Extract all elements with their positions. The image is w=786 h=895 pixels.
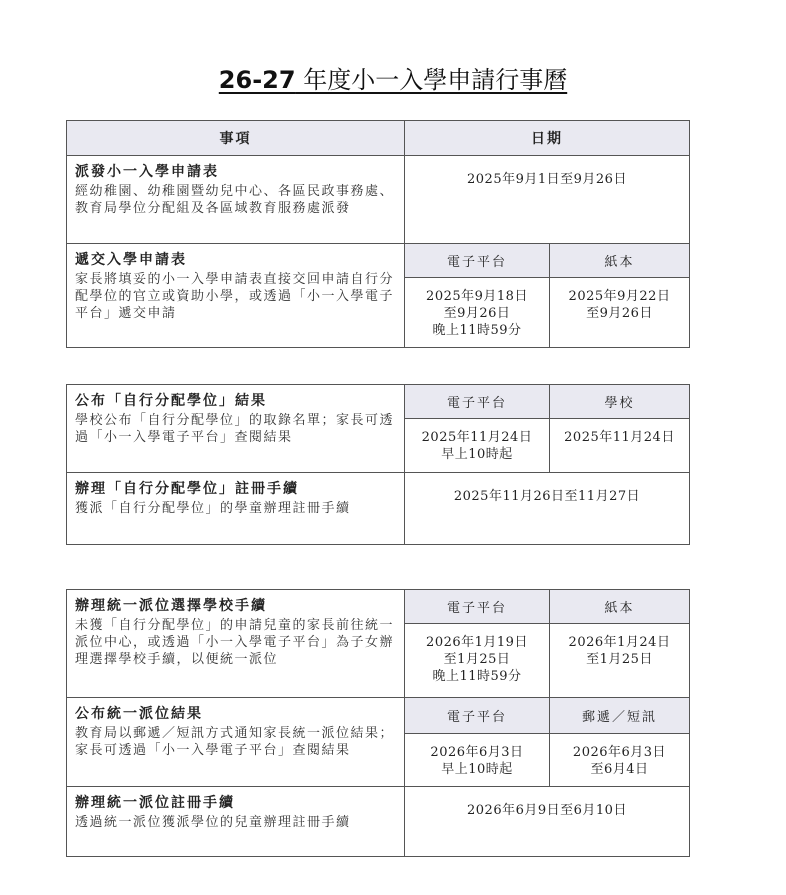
date-line: 晚上11時59分 <box>432 323 522 338</box>
item-cell <box>67 698 405 787</box>
date-cell-school <box>550 419 690 473</box>
item-title: 公布統一派位結果 <box>75 706 203 722</box>
item-title: 辦理統一派位註冊手續 <box>75 795 235 811</box>
date-line: 2025年9月18日 <box>426 289 528 304</box>
item-desc: 透過統一派位獲派學位的兒童辦理註冊手續 <box>75 815 351 830</box>
subheader-electronic: 電子平台 <box>405 385 550 419</box>
date-line: 至1月25日 <box>586 652 653 667</box>
item-title: 辦理統一派位選擇學校手續 <box>75 598 267 614</box>
title-text: 年度小一入學申請行事曆 <box>295 66 568 94</box>
subheader-electronic: 電子平台 <box>405 698 550 734</box>
item-cell <box>67 590 405 698</box>
date-line: 早上10時起 <box>441 447 513 462</box>
date-line: 2025年9月22日 <box>568 289 671 304</box>
date-line: 2026年1月24日 <box>568 635 671 650</box>
date-cell-electronic <box>405 419 550 473</box>
date-cell-electronic <box>405 734 550 787</box>
item-title: 公布「自行分配學位」結果 <box>75 393 267 409</box>
date-cell: 2025年11月26日至11月27日 <box>405 473 690 545</box>
date-cell-paper <box>550 624 690 698</box>
header-item: 事項 <box>67 121 405 156</box>
date-line: 2026年6月3日 <box>430 745 524 760</box>
date-line: 2026年6月3日 <box>572 745 667 760</box>
date-line: 2026年1月19日 <box>426 635 528 650</box>
subheader-paper: 紙本 <box>550 590 690 624</box>
item-cell <box>67 244 405 348</box>
item-desc: 家長將填妥的小一入學申請表直接交回申請自行分配學位的官立或資助小學，或透過「小一入學電子平台」遞交申請 <box>75 272 395 321</box>
date-line: 至1月25日 <box>443 652 511 667</box>
item-desc: 教育局以郵遞／短訊方式通知家長統一派位結果；家長可透過「小一入學電子平台」查閱結果 <box>75 726 395 758</box>
item-desc: 經幼稚園、幼稚園暨幼兒中心、各區民政事務處、教育局學位分配組及各區域教育服務處派發 <box>75 184 395 216</box>
page-title <box>0 64 786 96</box>
item-cell <box>67 787 405 857</box>
date-cell-paper <box>550 278 690 348</box>
subheader-mail-sms: 郵遞／短訊 <box>550 698 690 734</box>
item-cell <box>67 473 405 545</box>
date-cell-electronic <box>405 624 550 698</box>
item-title: 遞交入學申請表 <box>75 252 187 268</box>
date-line: 至6月4日 <box>590 762 649 777</box>
header-date: 日期 <box>405 121 690 156</box>
item-cell <box>67 385 405 473</box>
date-line: 至9月26日 <box>586 306 653 321</box>
item-title: 派發小一入學申請表 <box>75 164 219 180</box>
date-cell-electronic <box>405 278 550 348</box>
subheader-electronic: 電子平台 <box>405 590 550 624</box>
calendar-table-3 <box>66 589 690 857</box>
item-desc: 未獲「自行分配學位」的申請兒童的家長前往統一派位中心，或透過「小一入學電子平台」為子女辦理選擇學校手續，以便統一派位 <box>75 618 395 667</box>
subheader-paper: 紙本 <box>550 244 690 278</box>
subheader-school: 學校 <box>550 385 690 419</box>
date-line: 早上10時起 <box>441 762 513 777</box>
item-title: 辦理「自行分配學位」註冊手續 <box>75 481 299 497</box>
item-cell <box>67 156 405 244</box>
date-cell-mail-sms <box>550 734 690 787</box>
date-line: 2025年11月24日 <box>421 430 533 445</box>
item-desc: 學校公布「自行分配學位」的取錄名單；家長可透過「小一入學電子平台」查閱結果 <box>75 413 395 445</box>
date-cell: 2026年6月9日至6月10日 <box>405 787 690 857</box>
date-line: 2025年11月24日 <box>564 430 675 445</box>
title-year: 26-27 <box>218 66 296 94</box>
calendar-table-1 <box>66 120 690 348</box>
date-line: 晚上11時59分 <box>432 669 522 684</box>
item-desc: 獲派「自行分配學位」的學童辦理註冊手續 <box>75 501 351 516</box>
subheader-electronic: 電子平台 <box>405 244 550 278</box>
date-line: 至9月26日 <box>443 306 511 321</box>
date-cell: 2025年9月1日至9月26日 <box>405 156 690 244</box>
calendar-table-2 <box>66 384 690 545</box>
